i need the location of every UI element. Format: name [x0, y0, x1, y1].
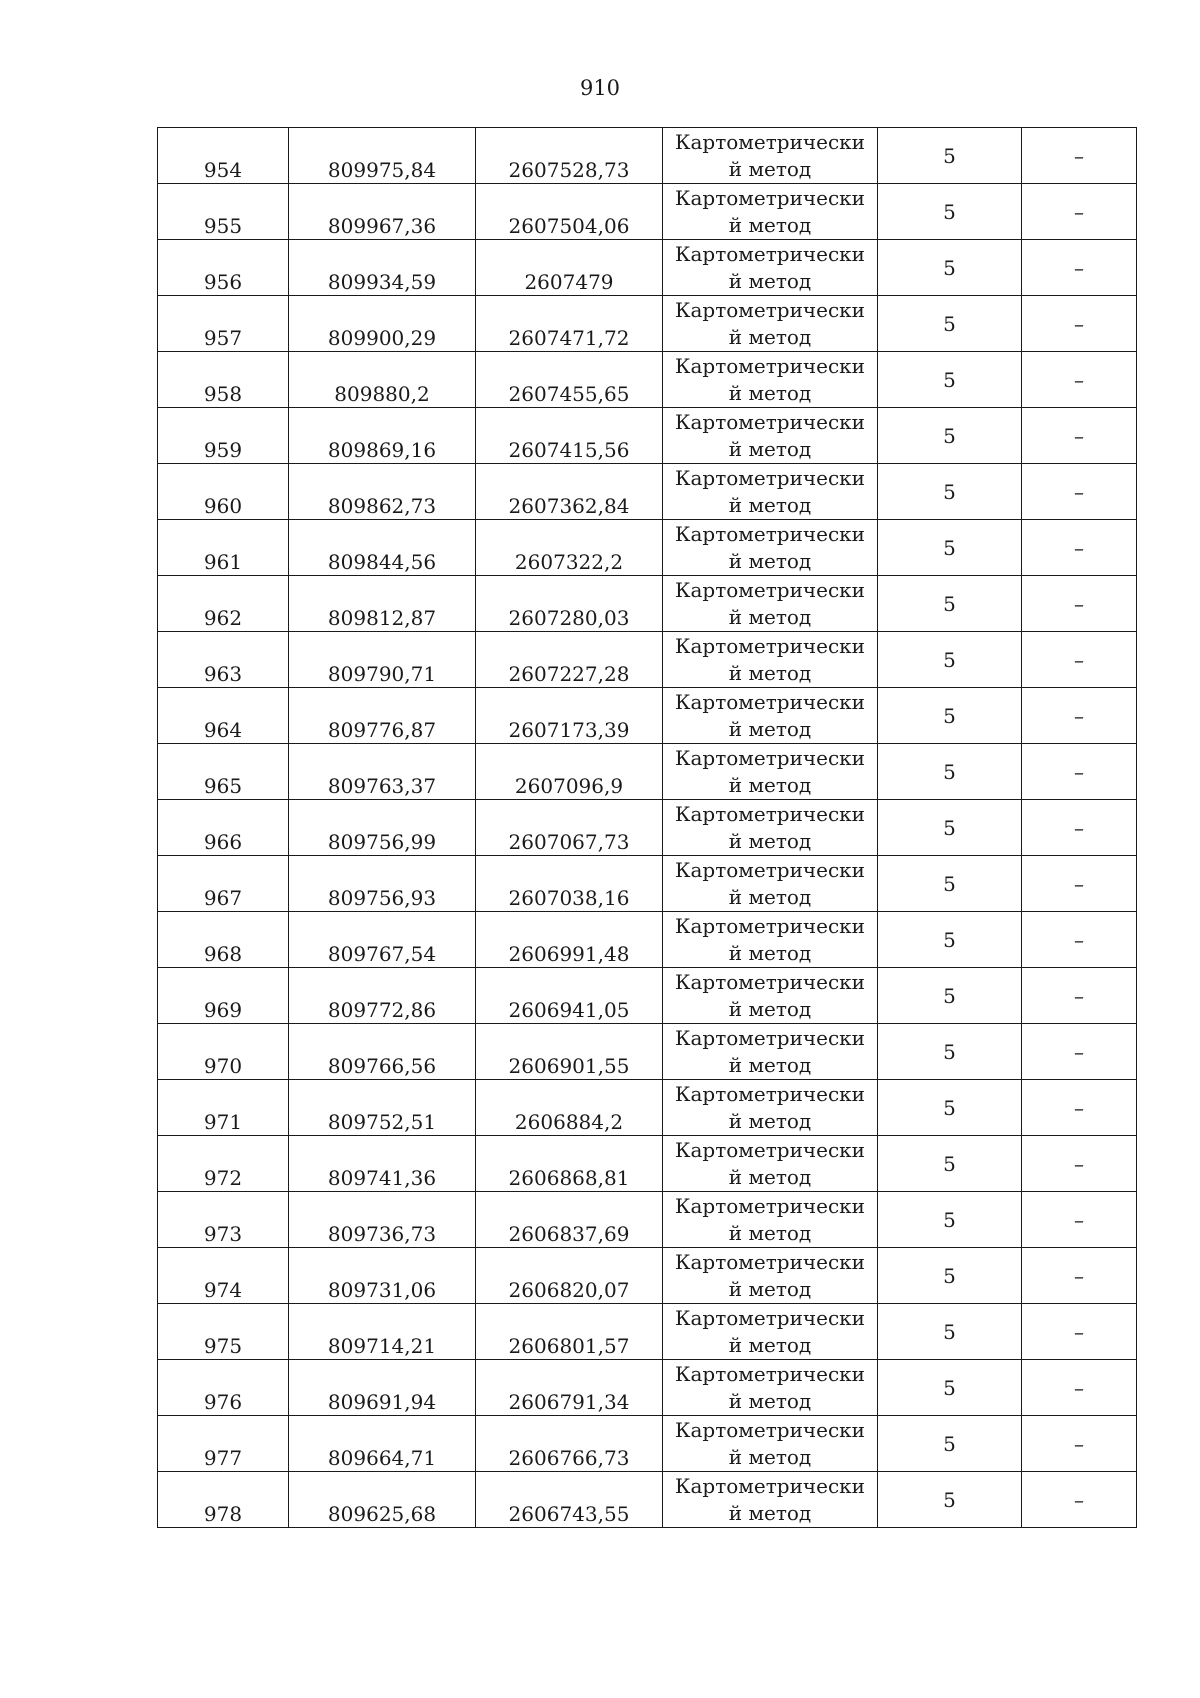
table-row — [158, 520, 1137, 576]
method-line-2: й метод — [728, 1500, 812, 1525]
table-row — [158, 1192, 1137, 1248]
method-line-2: й метод — [728, 1052, 812, 1077]
method-line-2: й метод — [728, 940, 812, 965]
x-coordinate-cell: 809714,21 — [289, 1304, 476, 1360]
y-coordinate-cell: 2607415,56 — [476, 408, 663, 464]
method-line-1: Картометрически — [675, 689, 865, 714]
table-row — [158, 800, 1137, 856]
table-row — [158, 1080, 1137, 1136]
point-number-cell: 974 — [158, 1248, 289, 1304]
accuracy-cell: 5 — [878, 744, 1022, 800]
point-number-cell: 966 — [158, 800, 289, 856]
y-coordinate-cell: 2606820,07 — [476, 1248, 663, 1304]
y-coordinate-cell: 2607322,2 — [476, 520, 663, 576]
y-coordinate-cell: 2607173,39 — [476, 688, 663, 744]
method-line-2: й метод — [728, 828, 812, 853]
x-coordinate-cell: 809967,36 — [289, 184, 476, 240]
method-line-1: Картометрически — [675, 969, 865, 994]
point-number-cell: 962 — [158, 576, 289, 632]
y-coordinate-cell: 2607455,65 — [476, 352, 663, 408]
point-number-cell: 969 — [158, 968, 289, 1024]
table-row — [158, 632, 1137, 688]
method-cell — [663, 464, 878, 520]
description-cell: – — [1022, 1080, 1137, 1136]
table-row — [158, 1248, 1137, 1304]
x-coordinate-cell: 809731,06 — [289, 1248, 476, 1304]
point-number-cell: 971 — [158, 1080, 289, 1136]
method-line-1: Картометрически — [675, 1473, 865, 1498]
table-row — [158, 184, 1137, 240]
method-cell — [663, 744, 878, 800]
method-line-2: й метод — [728, 1444, 812, 1469]
y-coordinate-cell: 2606837,69 — [476, 1192, 663, 1248]
x-coordinate-cell: 809625,68 — [289, 1472, 476, 1528]
method-cell — [663, 856, 878, 912]
description-cell: – — [1022, 1248, 1137, 1304]
method-cell — [663, 1416, 878, 1472]
method-line-1: Картометрически — [675, 185, 865, 210]
y-coordinate-cell: 2607479 — [476, 240, 663, 296]
x-coordinate-cell: 809975,84 — [289, 128, 476, 184]
method-cell — [663, 1248, 878, 1304]
method-line-1: Картометрически — [675, 353, 865, 378]
x-coordinate-cell: 809790,71 — [289, 632, 476, 688]
accuracy-cell: 5 — [878, 352, 1022, 408]
table-row — [158, 408, 1137, 464]
method-cell — [663, 408, 878, 464]
method-cell — [663, 240, 878, 296]
accuracy-cell: 5 — [878, 1472, 1022, 1528]
point-number-cell: 954 — [158, 128, 289, 184]
method-line-1: Картометрически — [675, 241, 865, 266]
point-number-cell: 978 — [158, 1472, 289, 1528]
x-coordinate-cell: 809880,2 — [289, 352, 476, 408]
description-cell: – — [1022, 296, 1137, 352]
x-coordinate-cell: 809741,36 — [289, 1136, 476, 1192]
x-coordinate-cell: 809772,86 — [289, 968, 476, 1024]
x-coordinate-cell: 809767,54 — [289, 912, 476, 968]
y-coordinate-cell: 2607504,06 — [476, 184, 663, 240]
accuracy-cell: 5 — [878, 240, 1022, 296]
y-coordinate-cell: 2607528,73 — [476, 128, 663, 184]
accuracy-cell: 5 — [878, 1136, 1022, 1192]
method-line-1: Картометрически — [675, 1361, 865, 1386]
method-cell — [663, 1136, 878, 1192]
description-cell: – — [1022, 576, 1137, 632]
point-number-cell: 955 — [158, 184, 289, 240]
method-line-1: Картометрически — [675, 577, 865, 602]
method-cell — [663, 912, 878, 968]
description-cell: – — [1022, 1304, 1137, 1360]
table-row — [158, 240, 1137, 296]
point-number-cell: 976 — [158, 1360, 289, 1416]
point-number-cell: 977 — [158, 1416, 289, 1472]
point-number-cell: 957 — [158, 296, 289, 352]
method-cell — [663, 576, 878, 632]
accuracy-cell: 5 — [878, 576, 1022, 632]
description-cell: – — [1022, 912, 1137, 968]
accuracy-cell: 5 — [878, 632, 1022, 688]
x-coordinate-cell: 809776,87 — [289, 688, 476, 744]
description-cell: – — [1022, 1360, 1137, 1416]
method-line-2: й метод — [728, 1388, 812, 1413]
method-line-1: Картометрически — [675, 1025, 865, 1050]
description-cell: – — [1022, 968, 1137, 1024]
accuracy-cell: 5 — [878, 408, 1022, 464]
point-number-cell: 972 — [158, 1136, 289, 1192]
point-number-cell: 975 — [158, 1304, 289, 1360]
y-coordinate-cell: 2607280,03 — [476, 576, 663, 632]
point-number-cell: 968 — [158, 912, 289, 968]
method-cell — [663, 688, 878, 744]
method-cell — [663, 1024, 878, 1080]
description-cell: – — [1022, 1136, 1137, 1192]
description-cell: – — [1022, 464, 1137, 520]
y-coordinate-cell: 2607227,28 — [476, 632, 663, 688]
table-row — [158, 352, 1137, 408]
point-number-cell: 958 — [158, 352, 289, 408]
method-line-1: Картометрически — [675, 913, 865, 938]
x-coordinate-cell: 809844,56 — [289, 520, 476, 576]
method-line-2: й метод — [728, 884, 812, 909]
description-cell: – — [1022, 632, 1137, 688]
point-number-cell: 965 — [158, 744, 289, 800]
method-cell — [663, 352, 878, 408]
table-row — [158, 296, 1137, 352]
x-coordinate-cell: 809766,56 — [289, 1024, 476, 1080]
table-row — [158, 1360, 1137, 1416]
method-line-2: й метод — [728, 156, 812, 181]
x-coordinate-cell: 809869,16 — [289, 408, 476, 464]
method-line-1: Картометрически — [675, 801, 865, 826]
method-line-2: й метод — [728, 1276, 812, 1301]
description-cell: – — [1022, 1192, 1137, 1248]
accuracy-cell: 5 — [878, 1024, 1022, 1080]
x-coordinate-cell: 809736,73 — [289, 1192, 476, 1248]
method-cell — [663, 1360, 878, 1416]
method-cell — [663, 632, 878, 688]
method-line-1: Картометрически — [675, 521, 865, 546]
point-number-cell: 970 — [158, 1024, 289, 1080]
coordinates-table — [157, 127, 1137, 1528]
description-cell: – — [1022, 688, 1137, 744]
accuracy-cell: 5 — [878, 688, 1022, 744]
table-row — [158, 1136, 1137, 1192]
x-coordinate-cell: 809934,59 — [289, 240, 476, 296]
table-row — [158, 968, 1137, 1024]
method-line-2: й метод — [728, 772, 812, 797]
description-cell: – — [1022, 520, 1137, 576]
method-line-2: й метод — [728, 660, 812, 685]
method-line-1: Картометрически — [675, 857, 865, 882]
table-row — [158, 856, 1137, 912]
table-row — [158, 464, 1137, 520]
accuracy-cell: 5 — [878, 1248, 1022, 1304]
point-number-cell: 956 — [158, 240, 289, 296]
point-number-cell: 967 — [158, 856, 289, 912]
x-coordinate-cell: 809664,71 — [289, 1416, 476, 1472]
page-number: 910 — [579, 76, 621, 100]
method-cell — [663, 296, 878, 352]
method-line-2: й метод — [728, 604, 812, 629]
y-coordinate-cell: 2607096,9 — [476, 744, 663, 800]
x-coordinate-cell: 809756,93 — [289, 856, 476, 912]
method-line-2: й метод — [728, 1108, 812, 1133]
description-cell: – — [1022, 352, 1137, 408]
y-coordinate-cell: 2606884,2 — [476, 1080, 663, 1136]
y-coordinate-cell: 2607362,84 — [476, 464, 663, 520]
description-cell: – — [1022, 408, 1137, 464]
y-coordinate-cell: 2606868,81 — [476, 1136, 663, 1192]
coordinates-table-body — [158, 128, 1137, 1528]
method-line-2: й метод — [728, 436, 812, 461]
accuracy-cell: 5 — [878, 1360, 1022, 1416]
method-line-1: Картометрически — [675, 297, 865, 322]
point-number-cell: 961 — [158, 520, 289, 576]
y-coordinate-cell: 2606991,48 — [476, 912, 663, 968]
y-coordinate-cell: 2606901,55 — [476, 1024, 663, 1080]
method-cell — [663, 1192, 878, 1248]
method-line-2: й метод — [728, 996, 812, 1021]
accuracy-cell: 5 — [878, 296, 1022, 352]
method-line-1: Картометрически — [675, 1193, 865, 1218]
x-coordinate-cell: 809812,87 — [289, 576, 476, 632]
table-row — [158, 1472, 1137, 1528]
table-row — [158, 744, 1137, 800]
y-coordinate-cell: 2606801,57 — [476, 1304, 663, 1360]
accuracy-cell: 5 — [878, 128, 1022, 184]
method-line-1: Картометрически — [675, 1081, 865, 1106]
method-line-2: й метод — [728, 716, 812, 741]
description-cell: – — [1022, 800, 1137, 856]
accuracy-cell: 5 — [878, 800, 1022, 856]
point-number-cell: 960 — [158, 464, 289, 520]
y-coordinate-cell: 2606766,73 — [476, 1416, 663, 1472]
method-line-1: Картометрически — [675, 1417, 865, 1442]
description-cell: – — [1022, 184, 1137, 240]
description-cell: – — [1022, 1472, 1137, 1528]
description-cell: – — [1022, 1416, 1137, 1472]
method-line-2: й метод — [728, 324, 812, 349]
method-line-1: Картометрически — [675, 465, 865, 490]
method-line-1: Картометрически — [675, 1305, 865, 1330]
description-cell: – — [1022, 128, 1137, 184]
accuracy-cell: 5 — [878, 1304, 1022, 1360]
method-line-1: Картометрически — [675, 633, 865, 658]
table-row — [158, 576, 1137, 632]
method-cell — [663, 968, 878, 1024]
table-row — [158, 1304, 1137, 1360]
accuracy-cell: 5 — [878, 184, 1022, 240]
table-row — [158, 128, 1137, 184]
method-line-1: Картометрически — [675, 1137, 865, 1162]
method-line-2: й метод — [728, 548, 812, 573]
method-cell — [663, 1304, 878, 1360]
accuracy-cell: 5 — [878, 1192, 1022, 1248]
table-row — [158, 912, 1137, 968]
description-cell: – — [1022, 1024, 1137, 1080]
accuracy-cell: 5 — [878, 912, 1022, 968]
table-row — [158, 1416, 1137, 1472]
method-line-2: й метод — [728, 380, 812, 405]
method-line-1: Картометрически — [675, 745, 865, 770]
point-number-cell: 963 — [158, 632, 289, 688]
method-line-1: Картометрически — [675, 409, 865, 434]
description-cell: – — [1022, 856, 1137, 912]
method-line-2: й метод — [728, 492, 812, 517]
y-coordinate-cell: 2606941,05 — [476, 968, 663, 1024]
method-cell — [663, 184, 878, 240]
accuracy-cell: 5 — [878, 1416, 1022, 1472]
method-cell — [663, 128, 878, 184]
method-line-2: й метод — [728, 1332, 812, 1357]
point-number-cell: 959 — [158, 408, 289, 464]
x-coordinate-cell: 809691,94 — [289, 1360, 476, 1416]
x-coordinate-cell: 809900,29 — [289, 296, 476, 352]
method-line-1: Картометрически — [675, 1249, 865, 1274]
method-line-2: й метод — [728, 1220, 812, 1245]
x-coordinate-cell: 809752,51 — [289, 1080, 476, 1136]
y-coordinate-cell: 2607471,72 — [476, 296, 663, 352]
accuracy-cell: 5 — [878, 520, 1022, 576]
point-number-cell: 964 — [158, 688, 289, 744]
x-coordinate-cell: 809862,73 — [289, 464, 476, 520]
table-row — [158, 688, 1137, 744]
accuracy-cell: 5 — [878, 1080, 1022, 1136]
description-cell: – — [1022, 240, 1137, 296]
method-line-2: й метод — [728, 268, 812, 293]
method-cell — [663, 1080, 878, 1136]
accuracy-cell: 5 — [878, 464, 1022, 520]
method-line-2: й метод — [728, 1164, 812, 1189]
method-line-2: й метод — [728, 212, 812, 237]
y-coordinate-cell: 2607038,16 — [476, 856, 663, 912]
x-coordinate-cell: 809763,37 — [289, 744, 476, 800]
accuracy-cell: 5 — [878, 856, 1022, 912]
accuracy-cell: 5 — [878, 968, 1022, 1024]
point-number-cell: 973 — [158, 1192, 289, 1248]
method-cell — [663, 800, 878, 856]
method-cell — [663, 1472, 878, 1528]
method-cell — [663, 520, 878, 576]
y-coordinate-cell: 2606791,34 — [476, 1360, 663, 1416]
table-row — [158, 1024, 1137, 1080]
y-coordinate-cell: 2607067,73 — [476, 800, 663, 856]
x-coordinate-cell: 809756,99 — [289, 800, 476, 856]
method-line-1: Картометрически — [675, 129, 865, 154]
description-cell: – — [1022, 744, 1137, 800]
y-coordinate-cell: 2606743,55 — [476, 1472, 663, 1528]
